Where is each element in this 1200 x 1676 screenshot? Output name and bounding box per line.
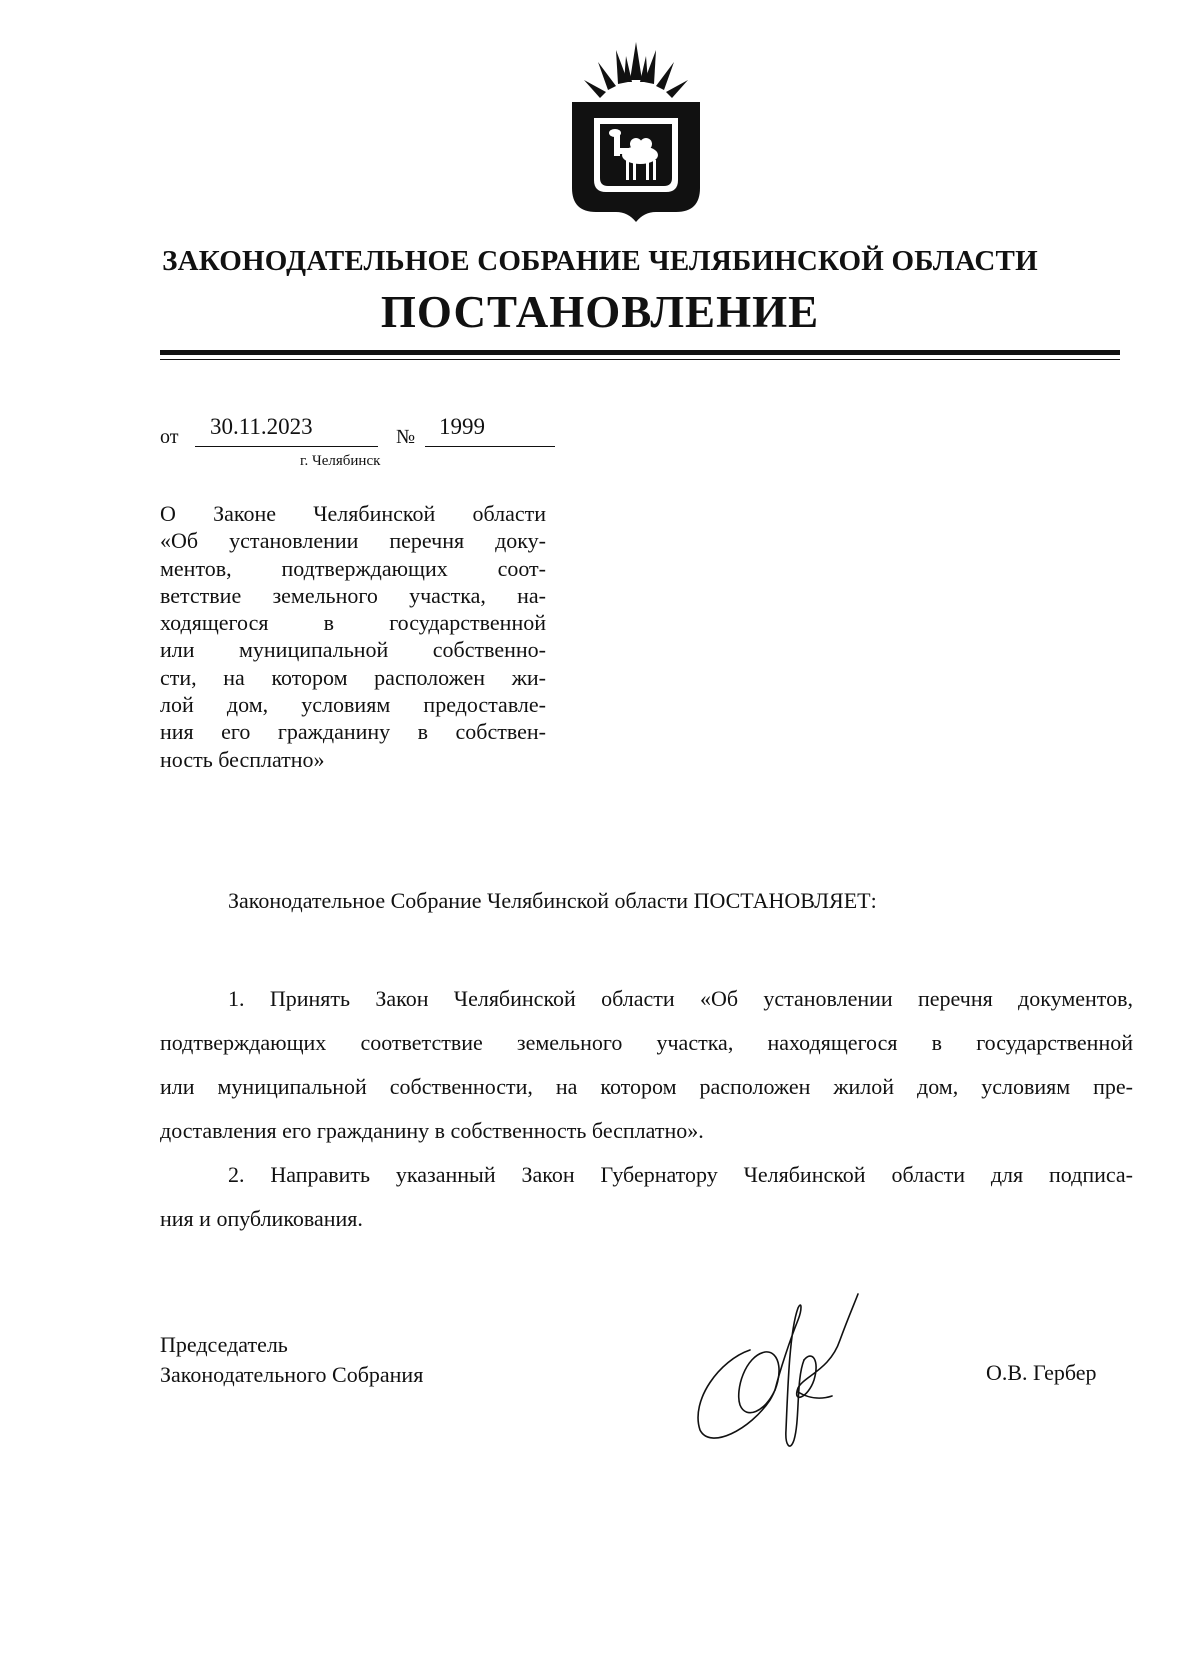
header-rule-thick [160, 350, 1120, 355]
handwritten-signature [680, 1280, 880, 1455]
signatory-name: О.В. Гербер [986, 1360, 1097, 1385]
organization-name: ЗАКОНОДАТЕЛЬНОЕ СОБРАНИЕ ЧЕЛЯБИНСКОЙ ОБЛАСТИ [162, 245, 1038, 277]
resolution-body [160, 977, 1133, 1241]
document-subject [160, 500, 546, 773]
subject-line: лой дом, условиям предоставле- [160, 692, 546, 718]
subject-line: ментов, подтверждающих соот- [160, 555, 546, 581]
coat-of-arms-icon [560, 40, 712, 225]
number-prefix: № [396, 426, 416, 448]
body-line: или муниципальной собственности, на котором расположен жилой дом, условиям пре- [160, 1074, 1133, 1099]
document-type-title: ПОСТАНОВЛЕНИЕ [380, 287, 820, 337]
date-prefix: от [160, 426, 179, 448]
city-label: г. Челябинск [300, 453, 381, 469]
subject-line: ветствие земельного участка, на- [160, 582, 546, 608]
body-line: доставления его гражданину в собственность бесплатно». [160, 1118, 704, 1143]
body-line: ния и опубликования. [160, 1206, 363, 1231]
signatory-title [160, 1330, 423, 1390]
document-date: 30.11.2023 [210, 414, 313, 439]
subject-line: ходящегося в государственной [160, 610, 546, 636]
header-rule-thin [160, 359, 1120, 360]
subject-line: О Законе Челябинской области [160, 501, 546, 526]
preamble: Законодательное Собрание Челябинской области ПОСТАНОВЛЯЕТ: [228, 888, 877, 913]
document-number: 1999 [439, 414, 485, 439]
number-underline [425, 446, 555, 447]
body-line: 1. Принять Закон Челябинской области «Об установлении перечня документов, [228, 986, 1133, 1011]
signatory-title-line: Председатель [160, 1332, 288, 1357]
signatory-title-line: Законодательного Собрания [160, 1362, 424, 1387]
subject-line: ность бесплатно» [160, 746, 325, 772]
body-line: подтверждающих соответствие земельного участка, находящегося в государственной [160, 1030, 1133, 1055]
subject-line: ния его гражданину в собствен- [160, 719, 546, 745]
subject-line: или муниципальной собственно- [160, 637, 546, 663]
subject-line: «Об установлении перечня доку- [160, 528, 546, 554]
body-line: 2. Направить указанный Закон Губернатору Челябинской области для подписа- [228, 1162, 1133, 1187]
subject-line: сти, на котором расположен жи- [160, 664, 546, 690]
date-underline [195, 446, 378, 447]
